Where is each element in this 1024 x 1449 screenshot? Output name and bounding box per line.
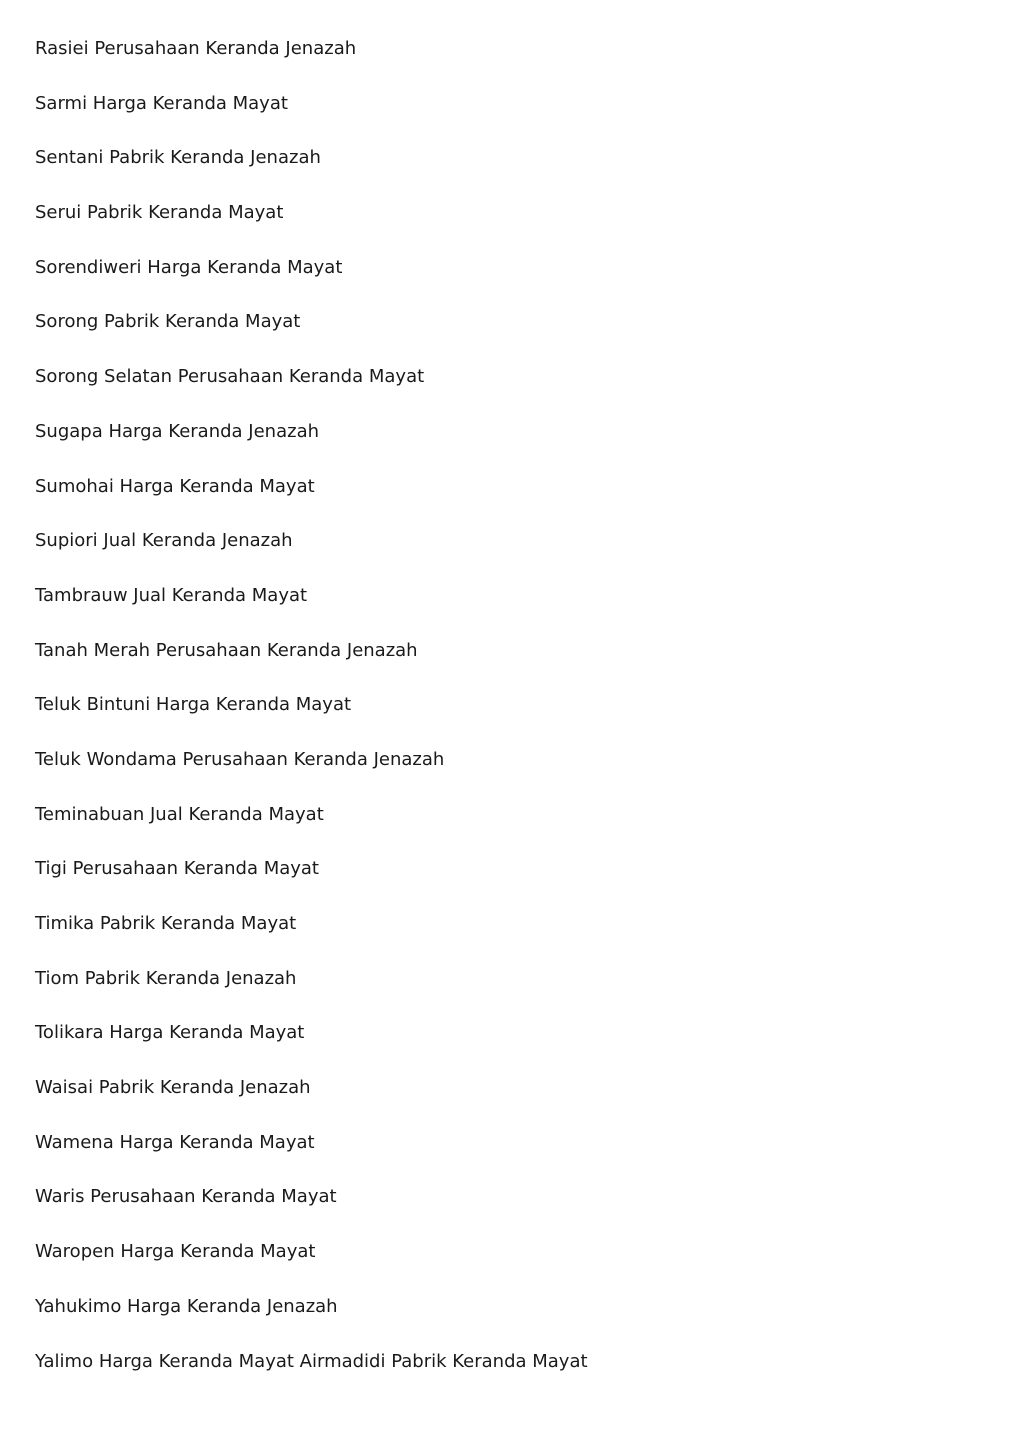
list-item: Tanah Merah Perusahaan Keranda Jenazah — [35, 639, 418, 661]
list-item: Sorendiweri Harga Keranda Mayat — [35, 256, 343, 278]
list-item: Rasiei Perusahaan Keranda Jenazah — [35, 38, 357, 59]
list-item: Tambrauw Jual Keranda Mayat — [35, 584, 308, 606]
list-item: Yahukimo Harga Keranda Jenazah — [35, 1295, 338, 1317]
list-item: Waropen Harga Keranda Mayat — [35, 1241, 316, 1263]
list-item: Waisai Pabrik Keranda Jenazah — [35, 1077, 311, 1099]
list-item: Tolikara Harga Keranda Mayat — [35, 1022, 305, 1044]
list-item: Yalimo Harga Keranda Mayat Airmadidi Pabrik Keranda Mayat — [35, 1350, 588, 1372]
list-item: Sarmi Harga Keranda Mayat — [35, 92, 288, 114]
list-item: Waris Perusahaan Keranda Mayat — [35, 1186, 337, 1208]
list-item: Sentani Pabrik Keranda Jenazah — [35, 147, 321, 169]
list-item: Serui Pabrik Keranda Mayat — [35, 202, 284, 224]
list-item: Teminabuan Jual Keranda Mayat — [35, 803, 324, 825]
list-item: Sorong Pabrik Keranda Mayat — [35, 311, 301, 333]
list-item: Wamena Harga Keranda Mayat — [35, 1131, 315, 1153]
list-item: Teluk Bintuni Harga Keranda Mayat — [35, 694, 352, 716]
list-item: Sorong Selatan Perusahaan Keranda Mayat — [35, 366, 425, 388]
list-item: Supiori Jual Keranda Jenazah — [35, 530, 293, 552]
list-item: Sugapa Harga Keranda Jenazah — [35, 420, 320, 442]
list-item: Tiom Pabrik Keranda Jenazah — [35, 967, 297, 989]
list-item: Timika Pabrik Keranda Mayat — [35, 913, 297, 934]
list-item: Tigi Perusahaan Keranda Mayat — [35, 858, 319, 880]
list-item: Sumohai Harga Keranda Mayat — [35, 475, 315, 497]
document-line-list — [35, 36, 995, 1403]
list-item: Teluk Wondama Perusahaan Keranda Jenazah — [35, 748, 445, 770]
